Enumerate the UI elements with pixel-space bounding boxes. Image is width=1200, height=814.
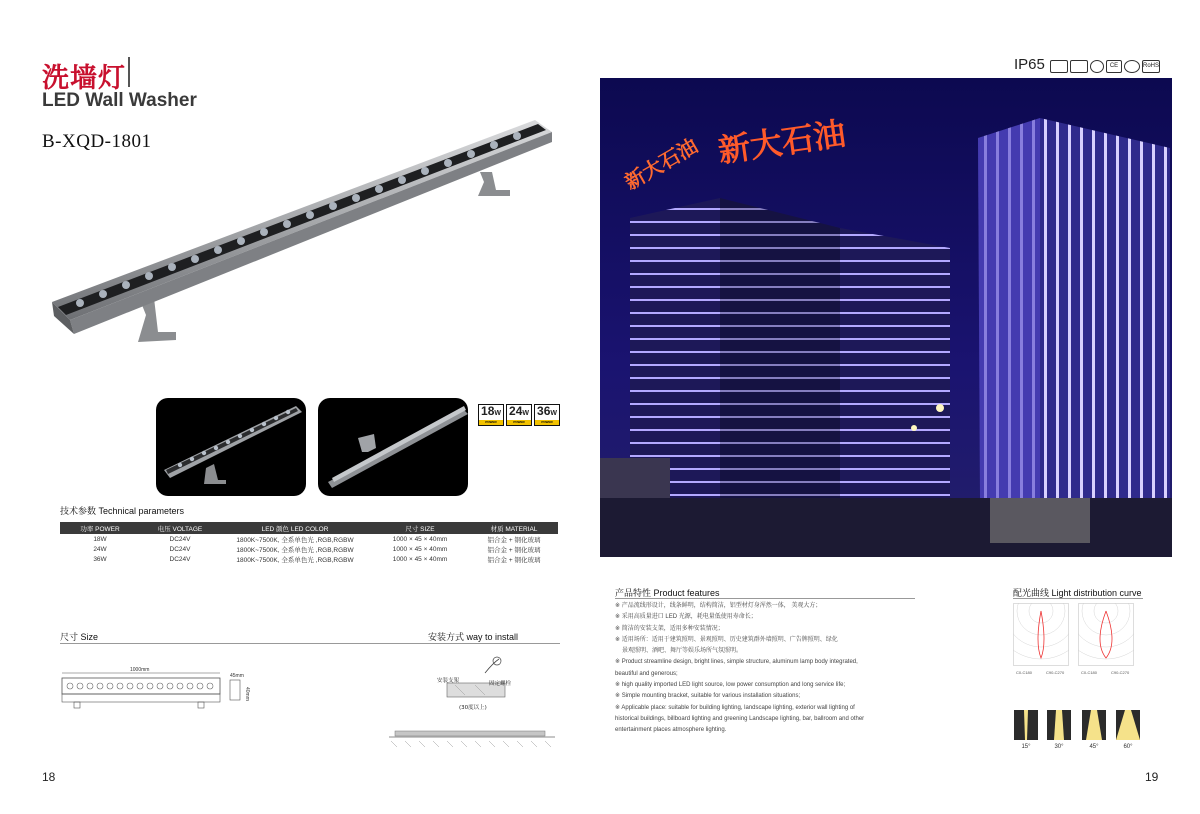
features-list (615, 601, 915, 737)
size-drawing (60, 665, 260, 715)
table-cell: 1000 × 45 × 40mm (392, 545, 448, 553)
feature-cn: ※ 适用场所：适用于建筑照明、景观照明、历史建筑群外墙照明、广告牌照明、绿化 (615, 636, 838, 643)
curve-legend: C0-C180 (1081, 670, 1098, 675)
beam-15-icon (1014, 710, 1038, 740)
title-cn: 洗墙灯 (42, 63, 126, 94)
feature-en: ※ Product streamline design, bright lines, simple structure, aluminum lamp body integrated, (615, 659, 858, 666)
beam-angle-label: 30° (1054, 744, 1064, 750)
bracket-label: 安装支架 (437, 678, 460, 684)
curve-title: 配光曲线 Light distribution curve (1013, 588, 1142, 598)
title-divider (128, 57, 130, 87)
beam-angle-label: 45° (1089, 744, 1099, 750)
feature-cn: 景观照明、酒吧、舞厅等娱乐场所气氛照明。 (622, 648, 743, 655)
curve-legend: C0-C180 (1016, 670, 1033, 675)
bolt-label: 固定螺栓 (489, 681, 512, 687)
table-header: 材质 MATERIAL (470, 522, 558, 534)
table-cell: 1800K~7500K, 全系单色光 ,RGB,RGBW (236, 546, 354, 554)
beam-30-icon (1047, 710, 1071, 740)
table-cell: 铝合金 + 钢化玻璃 (487, 546, 541, 554)
power-badge: 24W POWER (506, 404, 532, 426)
building-sign-side: 新大石油 (620, 133, 702, 195)
table-cell: 1800K~7500K, 全系单色光 ,RGB,RGBW (236, 556, 354, 564)
table-header: 尺寸 SIZE (370, 522, 470, 534)
ce-cert-icon: CE (1106, 60, 1122, 73)
title-en: LED Wall Washer (42, 90, 197, 111)
table-cell: DC24V (169, 535, 191, 543)
install-drawing (385, 655, 560, 755)
indoor-cert-icon (1050, 60, 1068, 73)
table-cell: 24W (93, 545, 107, 553)
install-label: 安装方式 way to install (428, 632, 519, 642)
table-header: 电压 VOLTAGE (140, 522, 220, 534)
feature-cn: ※ 产品流线形设计，线条鲜明，结构简洁，铝型材灯身浑然一体， 美观大方； (615, 603, 822, 609)
feature-en: ※ Applicable place: suitable for building lighting, landscape lighting, exterior wall lighting of (615, 704, 855, 711)
ip-rating: IP65 (1014, 56, 1045, 73)
tech-params-label: 技术参数 Technical parameters (60, 506, 185, 516)
features-title: 产品特性 Product features (615, 588, 720, 598)
table-row (60, 534, 558, 544)
section-divider (60, 643, 560, 644)
width-label: 45mm (230, 673, 244, 679)
table-cell: 36W (93, 555, 107, 563)
product-thumbnail-2 (318, 398, 468, 496)
curve-divider (1013, 598, 1143, 599)
angle-label: (30度以上) (459, 705, 487, 711)
table-row (60, 554, 558, 564)
beam-angle-label: 15° (1021, 744, 1031, 750)
feature-cn: ※ 采用高质量进口 LED 光源，耗电量低使用寿命长； (615, 614, 757, 621)
page-number-left: 18 (42, 770, 56, 784)
table-cell: 1000 × 45 × 40mm (392, 555, 448, 563)
table-row (60, 544, 558, 554)
model-number: B-XQD-1801 (42, 131, 152, 152)
building-night-photo (600, 78, 1172, 557)
power-badge: 36W POWER (534, 404, 560, 426)
table-cell: 1800K~7500K, 全系单色光 ,RGB,RGBW (236, 536, 354, 544)
features-divider (615, 598, 915, 599)
beam-45-icon (1082, 710, 1106, 740)
feature-en: historical buildings, billboard lighting and greening Landscape lighting, bar, ballroom and other (615, 715, 865, 722)
power-badges (478, 404, 560, 426)
feature-en: ※ Simple mounting bracket, suitable for various installation situations; (615, 693, 801, 700)
curve-legend: C90-C270 (1111, 670, 1130, 675)
power-badge: 18W POWER (478, 404, 504, 426)
tech-params-table (60, 522, 558, 564)
curve-legend: C90-C270 (1046, 670, 1065, 675)
table-cell: DC24V (169, 555, 191, 563)
class-cert-icon (1090, 60, 1104, 73)
table-cell: 1000 × 45 × 40mm (392, 535, 448, 543)
table-cell: DC24V (169, 545, 191, 553)
distribution-curve-1 (1013, 603, 1069, 666)
feature-en: ※ high quality imported LED light source, low power consumption and long service life; (615, 682, 846, 689)
page-number-right: 19 (1145, 770, 1159, 784)
product-thumbnail-1 (156, 398, 306, 496)
product-image-main (40, 110, 560, 360)
table-cell: 铝合金 + 钢化玻璃 (487, 536, 541, 544)
table-header: 功率 POWER (60, 522, 140, 534)
size-label: 尺寸 Size (60, 632, 99, 642)
beam-angle-label: 60° (1123, 744, 1133, 750)
table-header: LED 颜色 LED COLOR (220, 522, 370, 534)
height-label: 40mm (244, 687, 250, 701)
ccc-cert-icon (1124, 60, 1140, 73)
distribution-curve-2 (1078, 603, 1134, 666)
length-label: 1000mm (130, 667, 150, 673)
table-cell: 铝合金 + 钢化玻璃 (487, 556, 541, 564)
lamp-cert-icon (1070, 60, 1088, 73)
feature-cn: ※ 简洁的安装支架，适用多种安装情况； (615, 625, 724, 632)
feature-en: beautiful and generous; (615, 670, 678, 677)
rohs-cert-icon: RoHS (1142, 60, 1160, 73)
table-cell: 18W (93, 535, 107, 543)
building-sign: 新大石油 (715, 114, 848, 170)
feature-en: entertainment places atmosphere lighting. (615, 727, 727, 734)
beam-60-icon (1116, 710, 1140, 740)
table-header-row (60, 522, 558, 534)
